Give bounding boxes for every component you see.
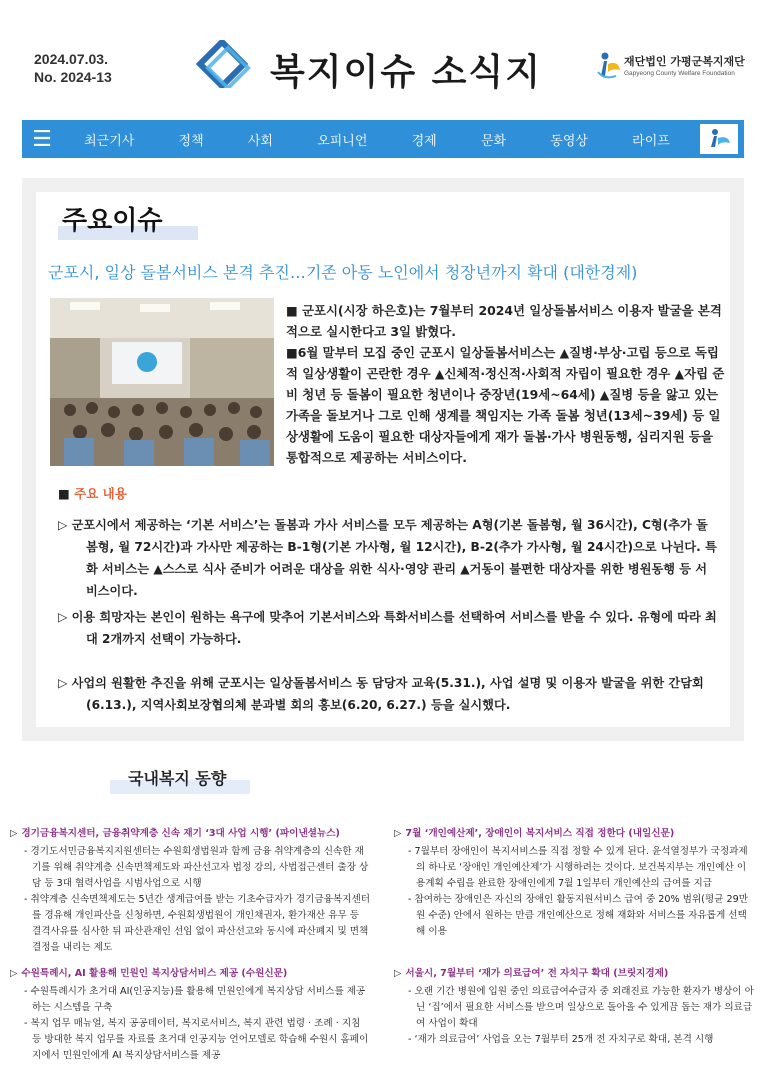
news-headline[interactable]: ▷ 7월 ‘개인예산제’, 장애인이 복지서비스 직접 정한다 (내일신문) (394, 828, 675, 839)
news-item (10, 966, 370, 1064)
top-navigation (22, 120, 744, 158)
main-issue-content (36, 192, 730, 727)
article-photo (50, 298, 274, 466)
lead-paragraph-2: ■6월 말부터 모집 중인 군포시 일상돌봄서비스는 ▲질병·부상·고립 등으로 독립적 일상생활이 곤란한 경우 ▲신체적·정신적·사회적 자립이 필요한 경우 ▲자립 준비 청년 등 돌봄이 필요한 청년이나 중장년(19세~64세) ▲질병 등을 앓고 있는 가족을 돌보거나 그로 인해 생계를 책임지는 가족 돌봄 청년(13세~39세) 등 일상생활에 도움이 필요한 대상자들에게 재가 돌봄·가사 병원동행, 심리지원 등을 통합적으로 제공하는 서비스이다. (286, 345, 725, 465)
nav-item-economy[interactable]: 경제 (411, 133, 437, 149)
news-item (394, 826, 754, 940)
news-bullet: - 경기도서민금융복지지원센터는 수원회생법원과 함께 금융 취약계층의 신속한 재기를 위해 취약계층 신속면책제도와 파산선고자 법정 강의, 사법접근센터 출장 상담 등 3대 협력사업을 시범사업으로 시행 (24, 846, 369, 889)
triangle-bullet-icon: ▷ (10, 968, 18, 979)
news-bullet: - 복지 업무 매뉴얼, 복지 공공데이터, 복지로서비스, 복지 관련 법령 · 조례 · 지침 등 방대한 복지 업무를 자료를 초거대 인공지능 언어모델로 학습해 수원시 홈페이지에서 민원인에게 AI 복지상담서비스를 제공 (24, 1018, 369, 1061)
triangle-bullet-icon: ▷ (394, 968, 402, 979)
foundation-logo-icon (596, 50, 622, 82)
main-issue-panel (22, 178, 744, 741)
hamburger-menu-icon: ☰ (32, 126, 52, 152)
nav-item-recent[interactable]: 최근기사 (84, 133, 135, 149)
news-item (10, 826, 370, 956)
nav-item-opinion[interactable]: 오피니언 (317, 133, 368, 149)
nav-item-video[interactable]: 동영상 (550, 133, 588, 149)
org-logo (596, 50, 756, 82)
nav-logo-button[interactable] (700, 124, 738, 154)
triangle-bullet-icon: ▷ (10, 828, 18, 839)
news-item (394, 966, 754, 1048)
key-content-heading (58, 484, 127, 502)
news-headline[interactable]: ▷ 수원특례시, AI 활용해 민원인 복지상담서비스 제공 (수원신문) (10, 968, 288, 979)
issue-number: No. 2024-13 (34, 69, 112, 85)
nav-item-society[interactable]: 사회 (247, 133, 273, 149)
foundation-logo-icon (706, 127, 732, 151)
content-paragraph-1: ▷ 군포시에서 제공하는 ‘기본 서비스’는 돌봄과 가사 서비스를 모두 제공하는 A형(기본 돌봄형, 월 36시간), C형(추가 돌봄형, 월 72시간)과 가사만 제공하는 B-1형(기본 가사형, 월 12시간), B-2(추가 가사형, 월 24시간)으로 나뉜다. 특화 서비스는 ▲스스로 식사 준비가 어려운 대상을 위한 식사·영양 관리 ▲거동이 불편한 대상자를 위한 병원동행 등 서비스이다. (58, 518, 717, 598)
content-paragraph-2: ▷ 이용 희망자는 본인이 원하는 욕구에 맞추어 기본서비스와 특화서비스를 선택하여 서비스를 받을 수 있다. 유형에 따라 최대 2개까지 선택이 가능하다. (58, 610, 717, 646)
article-headline[interactable]: 군포시, 일상 돌봄서비스 본격 추진…기존 아동 노인에서 청장년까지 확대 (대한경제) (48, 263, 638, 282)
issue-date: 2024.07.03. (34, 51, 108, 67)
domestic-section-title: 국내복지 동향 (128, 769, 227, 788)
news-headline[interactable]: ▷ 서울시, 7월부터 ‘재가 의료급여’ 전 자치구 확대 (브릿지경제) (394, 968, 669, 979)
org-name-en: Gapyeong County Welfare Foundation (624, 70, 735, 77)
news-bullet: - 오랜 기간 병원에 입원 중인 의료급여수급자 중 외래진료 가능한 환자가 병상이 아닌 ‘집’에서 필요한 서비스를 받으며 일상으로 돌아올 수 있게끔 돕는 재가 의료급여 사업이 확대 (408, 986, 754, 1029)
section-title: 주요이슈 (62, 206, 163, 236)
nav-item-life[interactable]: 라이프 (632, 133, 670, 149)
diamond-logo-icon (196, 40, 252, 88)
news-headline[interactable]: ▷ 경기금융복지센터, 금융취약계층 신속 재기 ‘3대 사업 시행’ (파이낸셜뉴스) (10, 828, 340, 839)
key-content-label: 주요 내용 (74, 486, 127, 501)
triangle-bullet-icon: ▷ (394, 828, 402, 839)
news-bullet: - 취약계층 신속면책제도는 5년간 생계급여를 받는 기초수급자가 경기금융복지센터를 경유해 개인파산을 신청하면, 수원회생법원이 개인채권자, 환가재산 유무 등 결격사유를 심사한 뒤 파산관재인 선임 없이 파산선고와 동시에 파산폐지 및 면책 결정을 내리는 제도 (24, 894, 371, 953)
nav-item-culture[interactable]: 문화 (480, 133, 507, 149)
lead-paragraph-1: ■ 군포시(시장 하은호)는 7월부터 2024년 일상돌봄서비스 이용자 발굴을 본격적으로 실시한다고 3일 밝혔다. (286, 303, 722, 339)
content-paragraph-3: ▷ 사업의 원활한 추진을 위해 군포시는 일상돌봄서비스 동 담당자 교육(5.31.), 사업 설명 및 이용자 발굴을 위한 간담회(6.13.), 지역사회보장협의체 분과별 회의 홍보(6.20, 6.27.) 등을 실시했다. (58, 676, 704, 712)
article-lead (286, 300, 726, 468)
newsletter-title: 복지이슈 소식지 (270, 52, 542, 93)
news-bullet: - ‘재가 의료급여’ 사업을 오는 7월부터 25개 전 자치구로 확대, 본격 시행 (408, 1034, 714, 1045)
news-bullet: - 7월부터 장애인이 복지서비스를 직접 정할 수 있게 된다. 윤석열정부가 국정과제의 하나로 ‘장애인 개인예산제’가 시행하려는 것이다. 보건복지부는 개인예산 이용계획 수립을 완료한 장애인에게 7월 1일부터 개인예산의 급여를 지급 (408, 846, 748, 889)
news-bullet: - 참여하는 장애인은 자신의 장애인 활동지원서비스 급여 중 20% 범위(평균 29만원 수준) 안에서 원하는 만큼 개인예산으로 정해 재화와 서비스를 자유롭게 선택해 이용 (408, 894, 748, 937)
square-bullet-icon: ■ (58, 486, 70, 501)
news-bullet: - 수원특례시가 초거대 AI(인공지능)를 활용해 민원인에게 복지상담 서비스를 제공하는 시스템을 구축 (24, 986, 366, 1013)
newsletter-header (0, 0, 765, 115)
nav-item-policy[interactable]: 정책 (178, 133, 204, 149)
org-name-ko: 재단법인 가평군복지재단 (624, 55, 745, 68)
menu-button[interactable] (22, 120, 62, 158)
issue-date-block (34, 50, 112, 86)
nav-items (62, 130, 700, 149)
